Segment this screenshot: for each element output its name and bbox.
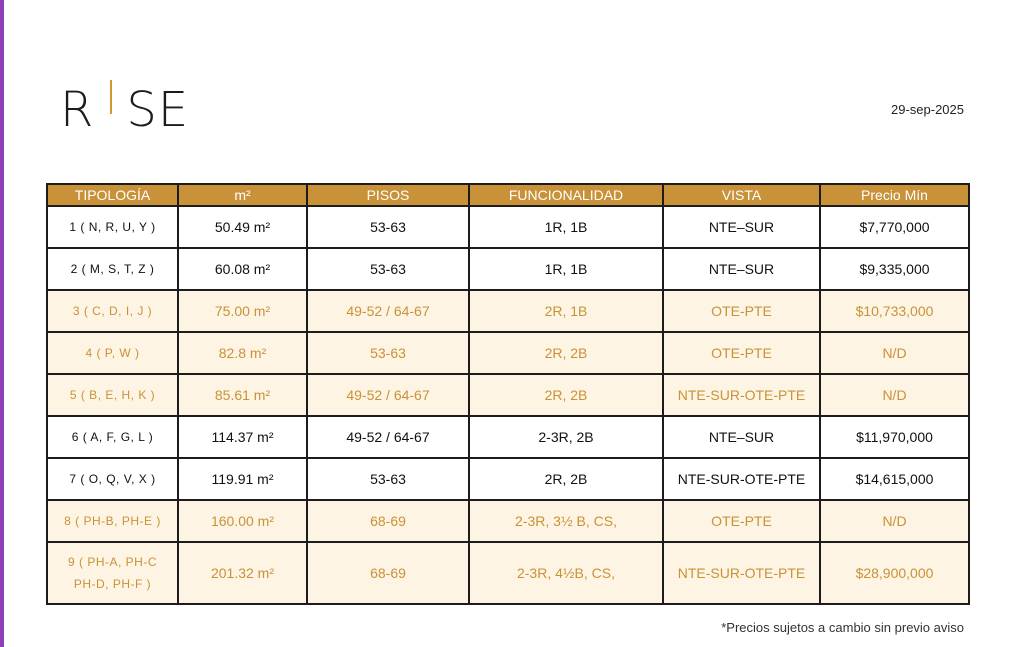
- footnote: *Precios sujetos a cambio sin previo aviso: [721, 620, 964, 635]
- cell-m2: 75.00 m²: [178, 290, 307, 332]
- cell-precio: N/D: [820, 332, 969, 374]
- cell-pisos: 49-52 / 64-67: [307, 374, 469, 416]
- cell-m2: 60.08 m²: [178, 248, 307, 290]
- cell-m2: 85.61 m²: [178, 374, 307, 416]
- cell-pisos: 53-63: [307, 458, 469, 500]
- cell-precio: N/D: [820, 500, 969, 542]
- cell-funcionalidad: 2R, 2B: [469, 458, 663, 500]
- cell-pisos: 49-52 / 64-67: [307, 416, 469, 458]
- cell-funcionalidad: 2-3R, 3½ B, CS,: [469, 500, 663, 542]
- table-row: [47, 416, 969, 458]
- cell-tipologia-line2: PH-D, PH-F ): [73, 577, 152, 591]
- cell-precio: $7,770,000: [820, 206, 969, 248]
- table-row: [47, 206, 969, 248]
- cell-tipologia: 5 ( B, E, H, K ): [47, 374, 178, 416]
- logo-text-right: SE: [126, 82, 190, 138]
- cell-funcionalidad: 1R, 1B: [469, 248, 663, 290]
- cell-funcionalidad: 2-3R, 2B: [469, 416, 663, 458]
- table-row: [47, 458, 969, 500]
- cell-m2: 82.8 m²: [178, 332, 307, 374]
- table-row: [47, 248, 969, 290]
- header-pisos: PISOS: [307, 184, 469, 206]
- cell-m2: 114.37 m²: [178, 416, 307, 458]
- cell-funcionalidad: 2R, 2B: [469, 332, 663, 374]
- cell-vista: NTE–SUR: [663, 206, 820, 248]
- document-date: 29-sep-2025: [891, 102, 964, 117]
- table-row: [47, 374, 969, 416]
- cell-tipologia: 6 ( A, F, G, L ): [47, 416, 178, 458]
- edge-accent-bar: [0, 0, 4, 647]
- cell-m2: 201.32 m²: [178, 542, 307, 604]
- cell-precio: N/D: [820, 374, 969, 416]
- cell-vista: OTE-PTE: [663, 500, 820, 542]
- table-row: [47, 500, 969, 542]
- cell-precio: $9,335,000: [820, 248, 969, 290]
- cell-tipologia: 7 ( O, Q, V, X ): [47, 458, 178, 500]
- cell-pisos: 53-63: [307, 332, 469, 374]
- cell-pisos: 49-52 / 64-67: [307, 290, 469, 332]
- cell-funcionalidad: 2-3R, 4½B, CS,: [469, 542, 663, 604]
- cell-pisos: 53-63: [307, 248, 469, 290]
- cell-tipologia: 4 ( P, W ): [47, 332, 178, 374]
- cell-precio: $11,970,000: [820, 416, 969, 458]
- cell-m2: 119.91 m²: [178, 458, 307, 500]
- cell-tipologia: [47, 542, 178, 604]
- cell-precio: $14,615,000: [820, 458, 969, 500]
- cell-vista: OTE-PTE: [663, 332, 820, 374]
- cell-tipologia: 1 ( N, R, U, Y ): [47, 206, 178, 248]
- cell-vista: NTE-SUR-OTE-PTE: [663, 458, 820, 500]
- price-table: [46, 183, 970, 605]
- cell-precio: $28,900,000: [820, 542, 969, 604]
- cell-vista: NTE–SUR: [663, 416, 820, 458]
- cell-funcionalidad: 2R, 1B: [469, 290, 663, 332]
- brand-logo: [60, 82, 190, 138]
- logo-divider-mark: [110, 80, 112, 114]
- table-row: [47, 290, 969, 332]
- cell-vista: NTE–SUR: [663, 248, 820, 290]
- table-row: [47, 332, 969, 374]
- cell-precio: $10,733,000: [820, 290, 969, 332]
- header-precio: Precio Mín: [820, 184, 969, 206]
- cell-m2: 50.49 m²: [178, 206, 307, 248]
- cell-vista: OTE-PTE: [663, 290, 820, 332]
- cell-m2: 160.00 m²: [178, 500, 307, 542]
- cell-funcionalidad: 2R, 2B: [469, 374, 663, 416]
- cell-vista: NTE-SUR-OTE-PTE: [663, 374, 820, 416]
- cell-vista: NTE-SUR-OTE-PTE: [663, 542, 820, 604]
- header-m2: m²: [178, 184, 307, 206]
- cell-funcionalidad: 1R, 1B: [469, 206, 663, 248]
- header-funcionalidad: FUNCIONALIDAD: [469, 184, 663, 206]
- cell-pisos: 68-69: [307, 500, 469, 542]
- header-tipologia: TIPOLOGÍA: [47, 184, 178, 206]
- header-vista: VISTA: [663, 184, 820, 206]
- table-header-row: [47, 184, 969, 206]
- cell-pisos: 68-69: [307, 542, 469, 604]
- cell-tipologia: 8 ( PH-B, PH-E ): [47, 500, 178, 542]
- cell-tipologia-line1: 9 ( PH-A, PH-C: [67, 555, 157, 569]
- cell-pisos: 53-63: [307, 206, 469, 248]
- cell-tipologia: 2 ( M, S, T, Z ): [47, 248, 178, 290]
- logo-text-left: R: [60, 82, 95, 138]
- cell-tipologia: 3 ( C, D, I, J ): [47, 290, 178, 332]
- table-row: [47, 542, 969, 604]
